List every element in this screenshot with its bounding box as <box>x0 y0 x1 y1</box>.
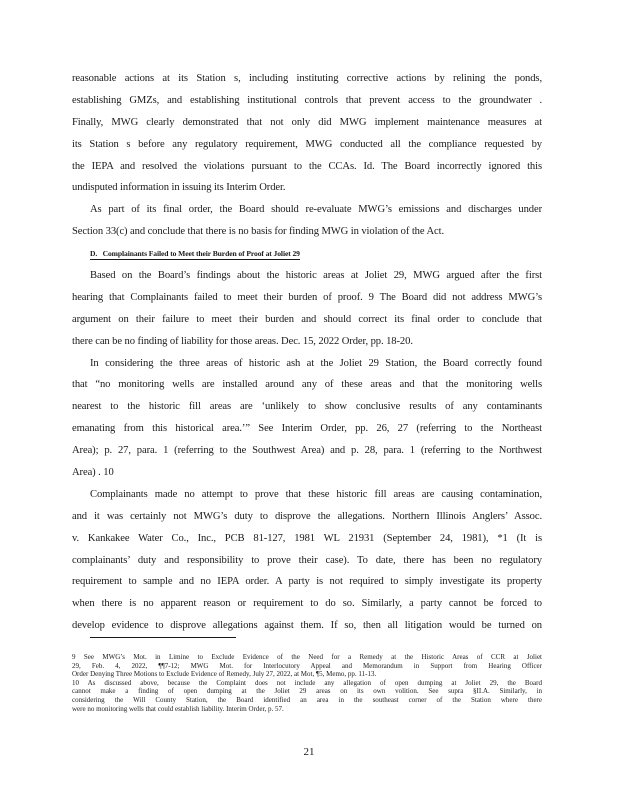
page-number: 21 <box>303 746 315 758</box>
body-line: there can be no finding of liability for those areas. Dec. 15, 2022 Order, pp. 18-20. <box>72 335 413 347</box>
body-line: its Station s before any regulatory requirement, MWG conducted all the compliance requested by <box>72 138 542 150</box>
body-line: Based on the Board’s findings about the historic areas at Joliet 29, MWG argued after the first <box>90 270 542 282</box>
body-line: the IEPA and resolved the violations pursuant to the CCAs. Id. The Board incorrectly ignored this <box>72 160 542 172</box>
body-line: complainants’ duty and responsibility to prove their case). To date, there has been no regulatory <box>72 554 542 566</box>
body-line: nearest to the historic fill areas are ‘unlikely to show conclusive results of any contaminants <box>72 401 542 413</box>
body-line: develop evidence to disprove allegations against them. If so, then all litigation would be turned on <box>72 620 542 632</box>
body-line: emanating from this historical area.’” See Interim Order, pp. 26, 27 (referring to the Northeast <box>72 423 542 435</box>
body-line: establishing GMZs, and establishing institutional controls that prevent access to the groundwater . <box>72 94 542 106</box>
footnote-line: considering the Will County Station, the Board identified an area in the southeast corner of the Station where there <box>72 695 542 704</box>
body-line: undisputed information in issuing its Interim Order. <box>72 182 286 194</box>
body-line: argument on their failure to meet their burden and should correct its final order to conclude that <box>72 313 542 325</box>
section-heading <box>72 243 542 265</box>
body-line: reasonable actions at its Station s, including instituting corrective actions by relining the ponds, <box>72 73 542 84</box>
footnote-line: 10 As discussed above, because the Complaint does not include any allegation of open dumping at Joliet 29, the Board <box>72 678 542 687</box>
body-line: requirement to sample and no IEPA order. A party is not required to simply investigate its property <box>72 576 542 588</box>
body-line: v. Kankakee Water Co., Inc., PCB 81-127, 1981 WL 21931 (September 24, 1981), *1 (It is <box>72 532 542 544</box>
footnotes <box>72 653 542 713</box>
body-line: Section 33(c) and conclude that there is no basis for finding MWG in violation of the Act. <box>72 226 444 238</box>
body-line: Area); p. 27, para. 1 (referring to the Southwest Area) and p. 28, para. 1 (referring to the Northwest <box>72 445 542 457</box>
body-text <box>72 68 542 637</box>
footnote-separator <box>90 637 236 638</box>
body-line: that “no monitoring wells are installed around any of these areas and that the monitoring wells <box>72 379 542 391</box>
body-line: when there is no apparent reason or requirement to do so. Similarly, a party cannot be forced to <box>72 598 542 610</box>
footnote-line: 9 See MWG’s Mot. in Limine to Exclude Evidence of the Need for a Remedy at the Historic Areas of CCR at Joliet <box>72 653 542 661</box>
footnote-line: Order Denying Three Motions to Exclude Evidence of Remedy, July 27, 2022, at Mot, ¶5, Memo, pp. 11-13. <box>72 670 377 679</box>
footnote-line: were no monitoring wells that could establish liability. Interim Order, p. 57. <box>72 704 284 713</box>
body-line: Area) . 10 <box>72 467 114 479</box>
body-line: As part of its final order, the Board should re-evaluate MWG’s emissions and discharges under <box>90 204 542 216</box>
section-heading-text: D. Complainants Failed to Meet their Burden of Proof at Joliet 29 <box>90 249 300 259</box>
body-line: hearing that Complainants failed to meet their burden of proof. 9 The Board did not address MWG’s <box>72 291 542 303</box>
footnote-line: 29, Feb. 4, 2022, ¶¶7-12; MWG Mot. for Interlocutory Appeal and Memorandum in Support from Hearing Officer <box>72 661 542 670</box>
body-line: In considering the three areas of historic ash at the Joliet 29 Station, the Board correctly found <box>90 357 542 369</box>
footnote-line: cannot make a finding of open dumping at the Joliet 29 areas on its own volition. See supra §II.A. Similarly, in <box>72 687 542 696</box>
body-line: Complainants made no attempt to prove that these historic fill areas are causing contamination, <box>90 488 542 500</box>
body-line: and it was certainly not MWG’s duty to disprove the allegations. Northern Illinois Anglers’ Assoc. <box>72 510 542 522</box>
body-line: Finally, MWG clearly demonstrated that not only did MWG implement maintenance measures at <box>72 116 542 128</box>
